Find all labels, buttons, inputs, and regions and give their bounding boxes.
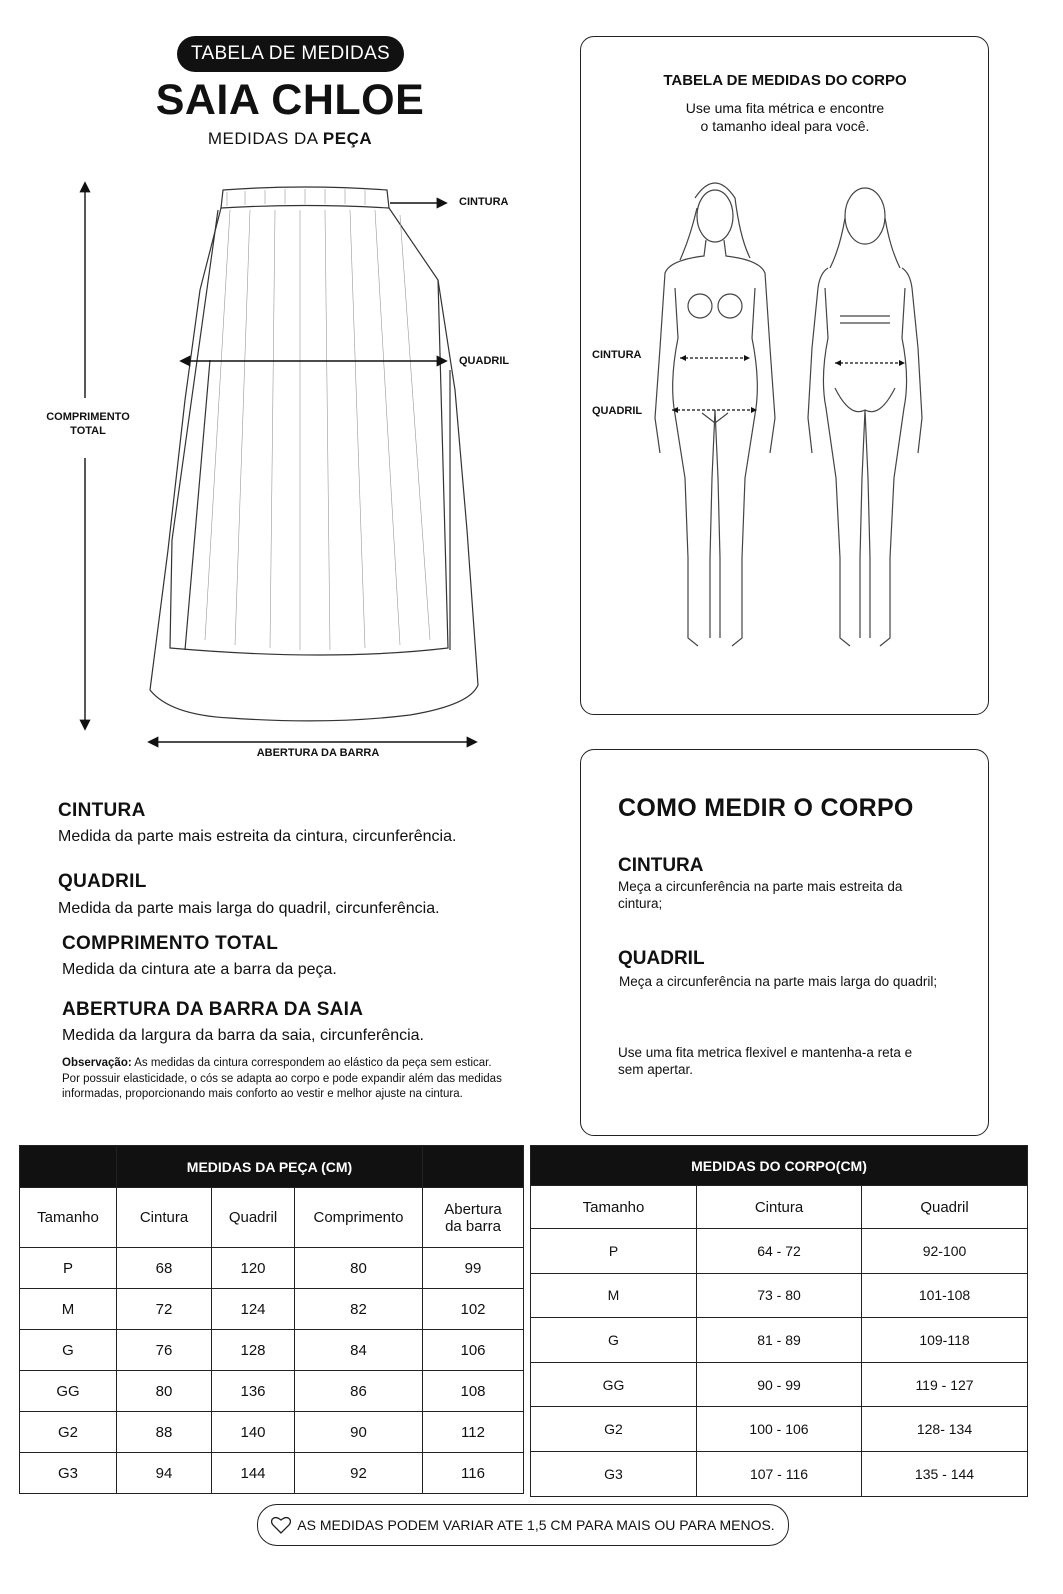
body-panel-subtitle: [582, 99, 988, 135]
table-row: [20, 1330, 524, 1371]
section-length: [62, 933, 337, 979]
table-cell: 108: [423, 1371, 524, 1412]
table-row: [531, 1318, 1028, 1363]
table-row: [20, 1412, 524, 1453]
table-cell: 92-100: [862, 1229, 1028, 1274]
table-cell: 116: [423, 1453, 524, 1494]
table-cell: 64 - 72: [697, 1229, 862, 1274]
body-measurements-table: [530, 1145, 1028, 1497]
table-cell: G3: [20, 1453, 117, 1494]
how-to-hip-text: Meça a circunferência na parte mais larga do quadril;: [619, 974, 938, 989]
table-cell: 101-108: [862, 1273, 1028, 1318]
table-cell: 72: [117, 1289, 212, 1330]
table-row: [20, 1371, 524, 1412]
table-row: [20, 1248, 524, 1289]
table-cell: 82: [295, 1289, 423, 1330]
table-cell: G: [531, 1318, 697, 1363]
table-cell: 86: [295, 1371, 423, 1412]
table-cell: G2: [531, 1407, 697, 1452]
table-cell: P: [531, 1229, 697, 1274]
body-label-waist: CINTURA: [592, 349, 642, 361]
table-cell: 112: [423, 1412, 524, 1453]
table-cell: GG: [20, 1371, 117, 1412]
table-cell: 90 - 99: [697, 1362, 862, 1407]
table-cell: 119 - 127: [862, 1362, 1028, 1407]
how-to-hip-heading: QUADRIL: [618, 948, 705, 969]
garment-col-hem: Abertura da barra: [423, 1188, 524, 1248]
table-cell: 99: [423, 1248, 524, 1289]
garment-col-waist: Cintura: [117, 1188, 212, 1248]
body-col-hip: Quadril: [862, 1186, 1028, 1229]
garment-table-header-row: [20, 1188, 524, 1248]
observation-label: Observação:: [62, 1057, 132, 1069]
section-length-heading: COMPRIMENTO TOTAL: [62, 933, 279, 954]
garment-table-corner-right: [423, 1146, 524, 1188]
section-hip: [58, 871, 440, 918]
body-panel-subtitle-line-2: o tamanho ideal para você.: [700, 118, 870, 134]
table-cell: 107 - 116: [697, 1451, 862, 1496]
heart-icon: [271, 1516, 291, 1534]
observation-text: As medidas da cintura correspondem ao elástico da peça sem esticar. Por possuir elasticidade, o cós se adapta ao corpo e pode expandir além das medidas informadas, proporcionando mais conforto ao vestir e melhor ajuste na cintura.: [62, 1057, 502, 1100]
body-table-body: [531, 1229, 1028, 1497]
table-cell: 90: [295, 1412, 423, 1453]
how-to-tip: Use uma fita metrica flexivel e mantenha-a reta e sem apertar.: [618, 1045, 913, 1077]
table-cell: P: [20, 1248, 117, 1289]
table-row: [531, 1407, 1028, 1452]
table-cell: 106: [423, 1330, 524, 1371]
table-cell: 120: [212, 1248, 295, 1289]
body-figure-illustration: [640, 178, 940, 658]
body-col-waist: Cintura: [697, 1186, 862, 1229]
table-row: [20, 1289, 524, 1330]
table-cell: M: [20, 1289, 117, 1330]
table-row: [531, 1451, 1028, 1496]
subtitle-bold: PEÇA: [322, 129, 373, 148]
page-subtitle: [140, 129, 440, 149]
body-col-size: Tamanho: [531, 1186, 697, 1229]
body-panel-title: TABELA DE MEDIDAS DO CORPO: [663, 72, 907, 89]
garment-col-length: Comprimento: [295, 1188, 423, 1248]
body-table-header-row: [531, 1186, 1028, 1229]
garment-table-body: [20, 1248, 524, 1494]
diagram-label-hem: ABERTURA DA BARRA: [256, 747, 380, 759]
garment-col-size: Tamanho: [20, 1188, 117, 1248]
observation-note: [62, 1056, 512, 1103]
table-cell: 109-118: [862, 1318, 1028, 1363]
section-hip-heading: QUADRIL: [58, 871, 147, 892]
table-cell: 88: [117, 1412, 212, 1453]
table-cell: G2: [20, 1412, 117, 1453]
garment-table-title: MEDIDAS DA PEÇA (CM): [117, 1146, 423, 1188]
body-table-title: MEDIDAS DO CORPO(CM): [531, 1146, 1028, 1186]
section-hem-text: Medida da largura da barra da saia, circunferência.: [62, 1027, 424, 1044]
table-cell: 102: [423, 1289, 524, 1330]
garment-measurements-table: [19, 1145, 524, 1494]
table-cell: 81 - 89: [697, 1318, 862, 1363]
how-to-waist-heading: CINTURA: [618, 855, 704, 876]
table-row: [531, 1229, 1028, 1274]
table-cell: 100 - 106: [697, 1407, 862, 1452]
variation-note: [257, 1504, 789, 1546]
table-cell: M: [531, 1273, 697, 1318]
table-cell: 124: [212, 1289, 295, 1330]
diagram-label-waist: CINTURA: [459, 196, 509, 208]
table-cell: G: [20, 1330, 117, 1371]
garment-table-title-row: [20, 1146, 524, 1188]
table-cell: 135 - 144: [862, 1451, 1028, 1496]
table-cell: 84: [295, 1330, 423, 1371]
table-cell: 140: [212, 1412, 295, 1453]
table-row: [531, 1362, 1028, 1407]
table-cell: 80: [117, 1371, 212, 1412]
section-waist-heading: CINTURA: [58, 800, 146, 821]
skirt-diagram: [30, 170, 530, 770]
section-waist: [58, 800, 456, 846]
table-cell: 92: [295, 1453, 423, 1494]
section-hem: [62, 999, 424, 1045]
garment-table-corner: [20, 1146, 117, 1188]
body-label-hip: QUADRIL: [592, 405, 643, 417]
how-to-title: COMO MEDIR O CORPO: [618, 794, 914, 822]
table-cell: 76: [117, 1330, 212, 1371]
section-hip-text: Medida da parte mais larga do quadril, circunferência.: [58, 900, 440, 917]
table-cell: 128- 134: [862, 1407, 1028, 1452]
garment-col-hip: Quadril: [212, 1188, 295, 1248]
section-hem-heading: ABERTURA DA BARRA DA SAIA: [62, 999, 364, 1020]
table-cell: 68: [117, 1248, 212, 1289]
table-cell: 136: [212, 1371, 295, 1412]
table-cell: GG: [531, 1362, 697, 1407]
variation-note-text: AS MEDIDAS PODEM VARIAR ATE 1,5 CM PARA MAIS OU PARA MENOS.: [297, 1517, 775, 1533]
diagram-label-length-2: TOTAL: [70, 425, 106, 437]
table-row: [531, 1273, 1028, 1318]
section-length-text: Medida da cintura ate a barra da peça.: [62, 961, 337, 978]
table-cell: 80: [295, 1248, 423, 1289]
subtitle-prefix: MEDIDAS DA: [207, 129, 323, 148]
table-cell: 73 - 80: [697, 1273, 862, 1318]
table-row: [20, 1453, 524, 1494]
table-cell: G3: [531, 1451, 697, 1496]
table-cell: 128: [212, 1330, 295, 1371]
table-cell: 94: [117, 1453, 212, 1494]
body-panel-subtitle-line-1: Use uma fita métrica e encontre: [685, 100, 885, 116]
section-waist-text: Medida da parte mais estreita da cintura, circunferência.: [58, 828, 457, 845]
diagram-label-hip: QUADRIL: [459, 355, 510, 367]
size-chart-badge: TABELA DE MEDIDAS: [177, 36, 404, 72]
how-to-waist-text: Meça a circunferência na parte mais estreita da cintura;: [618, 879, 903, 911]
diagram-label-length: COMPRIMENTO: [46, 411, 130, 423]
table-cell: 144: [212, 1453, 295, 1494]
page-title: SAIA CHLOE: [155, 76, 425, 124]
body-table-title-row: [531, 1146, 1028, 1186]
